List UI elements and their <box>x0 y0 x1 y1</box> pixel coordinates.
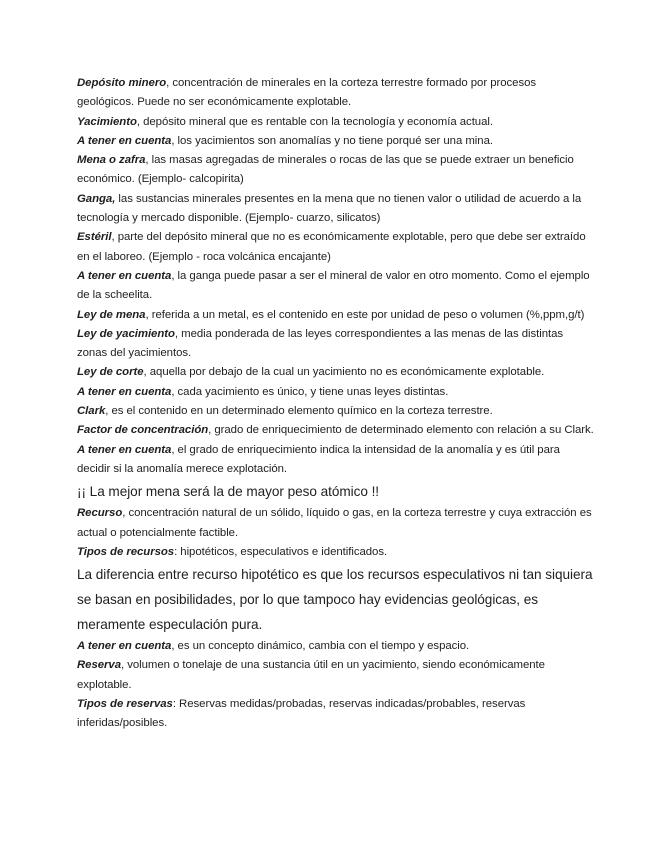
term: A tener en cuenta <box>77 640 172 653</box>
definition-paragraph <box>77 74 595 113</box>
definition-paragraph <box>77 383 595 402</box>
definition-text: , grado de enriquecimiento de determinado elemento con relación a su Clark. <box>208 424 594 437</box>
definition-text: , referida a un metal, es el contenido en este por unidad de peso o volumen (%,ppm,g/t) <box>145 308 585 321</box>
term: Recurso <box>77 507 123 520</box>
definition-paragraph <box>77 504 595 543</box>
definition-text: : Reservas medidas/probadas, reservas indicadas/probables, reservas inferidas/posibles. <box>77 698 526 730</box>
definition-paragraph <box>77 363 595 382</box>
definition-text: , concentración de minerales en la corteza terrestre formado por procesos geológicos. Puede no ser económicamente explotable. <box>77 77 537 109</box>
definition-text: , la ganga puede pasar a ser el mineral de valor en otro momento. Como el ejemplo de la scheelita. <box>77 269 590 302</box>
definition-paragraph <box>77 151 595 190</box>
definition-text: , los yacimientos son anomalías y no tiene porqué ser una mina. <box>171 134 493 147</box>
term: Ley de mena <box>77 308 146 321</box>
term: Tipos de recursos <box>77 545 175 558</box>
definition-paragraph <box>77 306 595 325</box>
term: A tener en cuenta <box>77 385 172 398</box>
term: A tener en cuenta <box>77 134 172 147</box>
definition-text: , concentración natural de un sólido, líquido o gas, en la corteza terrestre y cuya extracción es actual o potencialmente factible. <box>77 507 592 539</box>
definition-text: , las masas agregadas de minerales o rocas de las que se puede extraer un beneficio económico. (Ejemplo- calcopirita) <box>77 154 574 186</box>
definition-text: , parte del depósito mineral que no es económicamente explotable, pero que debe ser extraído en el laboreo. (Ejemplo - roca volcánica encajante) <box>77 231 586 263</box>
definition-text: , media ponderada de las leyes correspondientes a las menas de las distintas zonas del yacimientos. <box>77 327 564 360</box>
definition-paragraph <box>77 543 595 562</box>
definition-paragraph <box>77 656 595 695</box>
term: Estéril <box>77 231 112 244</box>
highlight-note: ¡¡ La mejor mena será la de mayor peso atómico !! <box>77 484 380 500</box>
definition-text: , el grado de enriquecimiento indica la intensidad de la anomalía y es útil para decidir si la anomalía merece explotación. <box>77 443 560 475</box>
definition-paragraph <box>77 190 595 229</box>
definition-text: las sustancias minerales presentes en la mena que no tienen valor o utilidad de acuerdo a la tecnología y mercado disponible. (Ejemplo- cuarzo, silicatos) <box>77 192 582 225</box>
term: Depósito minero <box>77 77 167 89</box>
term: Clark <box>77 405 106 418</box>
term: A tener en cuenta <box>77 443 172 456</box>
term: A tener en cuenta <box>77 269 172 282</box>
definition-text: , aquella por debajo de la cual un yacimiento no es económicamente explotable. <box>143 366 545 379</box>
definition-text: , volumen o tonelaje de una sustancia útil en un yacimiento, siendo económicamente explotable. <box>77 659 545 691</box>
term: Factor de concentración <box>77 424 209 437</box>
definition-text: , es un concepto dinámico, cambia con el tiempo y espacio. <box>171 640 470 653</box>
definition-text: , depósito mineral que es rentable con la tecnología y economía actual. <box>136 115 493 128</box>
term: Tipos de reservas <box>77 698 173 711</box>
term: Ley de yacimiento <box>77 327 175 340</box>
definition-paragraph <box>77 228 595 267</box>
term: Yacimiento <box>77 115 137 128</box>
definition-paragraph <box>77 695 595 734</box>
term: Reserva <box>77 659 121 672</box>
definition-paragraph <box>77 402 595 421</box>
highlight-explanation: La diferencia entre recurso hipotético es que los recursos especulativos ni tan siquiera se basan en posibilidades, por lo que tampoco hay evidencias geológicas, es meramente especulación pura. <box>77 567 593 633</box>
definition-paragraph <box>77 325 595 364</box>
definition-text: , es el contenido en un determinado elemento químico en la corteza terrestre. <box>105 405 493 418</box>
definition-paragraph <box>77 132 595 151</box>
term: Mena o zafra <box>77 154 146 167</box>
definition-paragraph <box>77 637 595 656</box>
term: Ganga, <box>77 192 116 205</box>
definition-paragraph <box>77 267 595 306</box>
definition-paragraph <box>77 421 595 440</box>
definition-paragraph <box>77 441 595 480</box>
definition-text: : hipotéticos, especulativos e identificados. <box>174 545 388 558</box>
definition-paragraph <box>77 113 595 132</box>
term: Ley de corte <box>77 366 144 379</box>
definition-text: , cada yacimiento es único, y tiene unas leyes distintas. <box>171 385 449 398</box>
